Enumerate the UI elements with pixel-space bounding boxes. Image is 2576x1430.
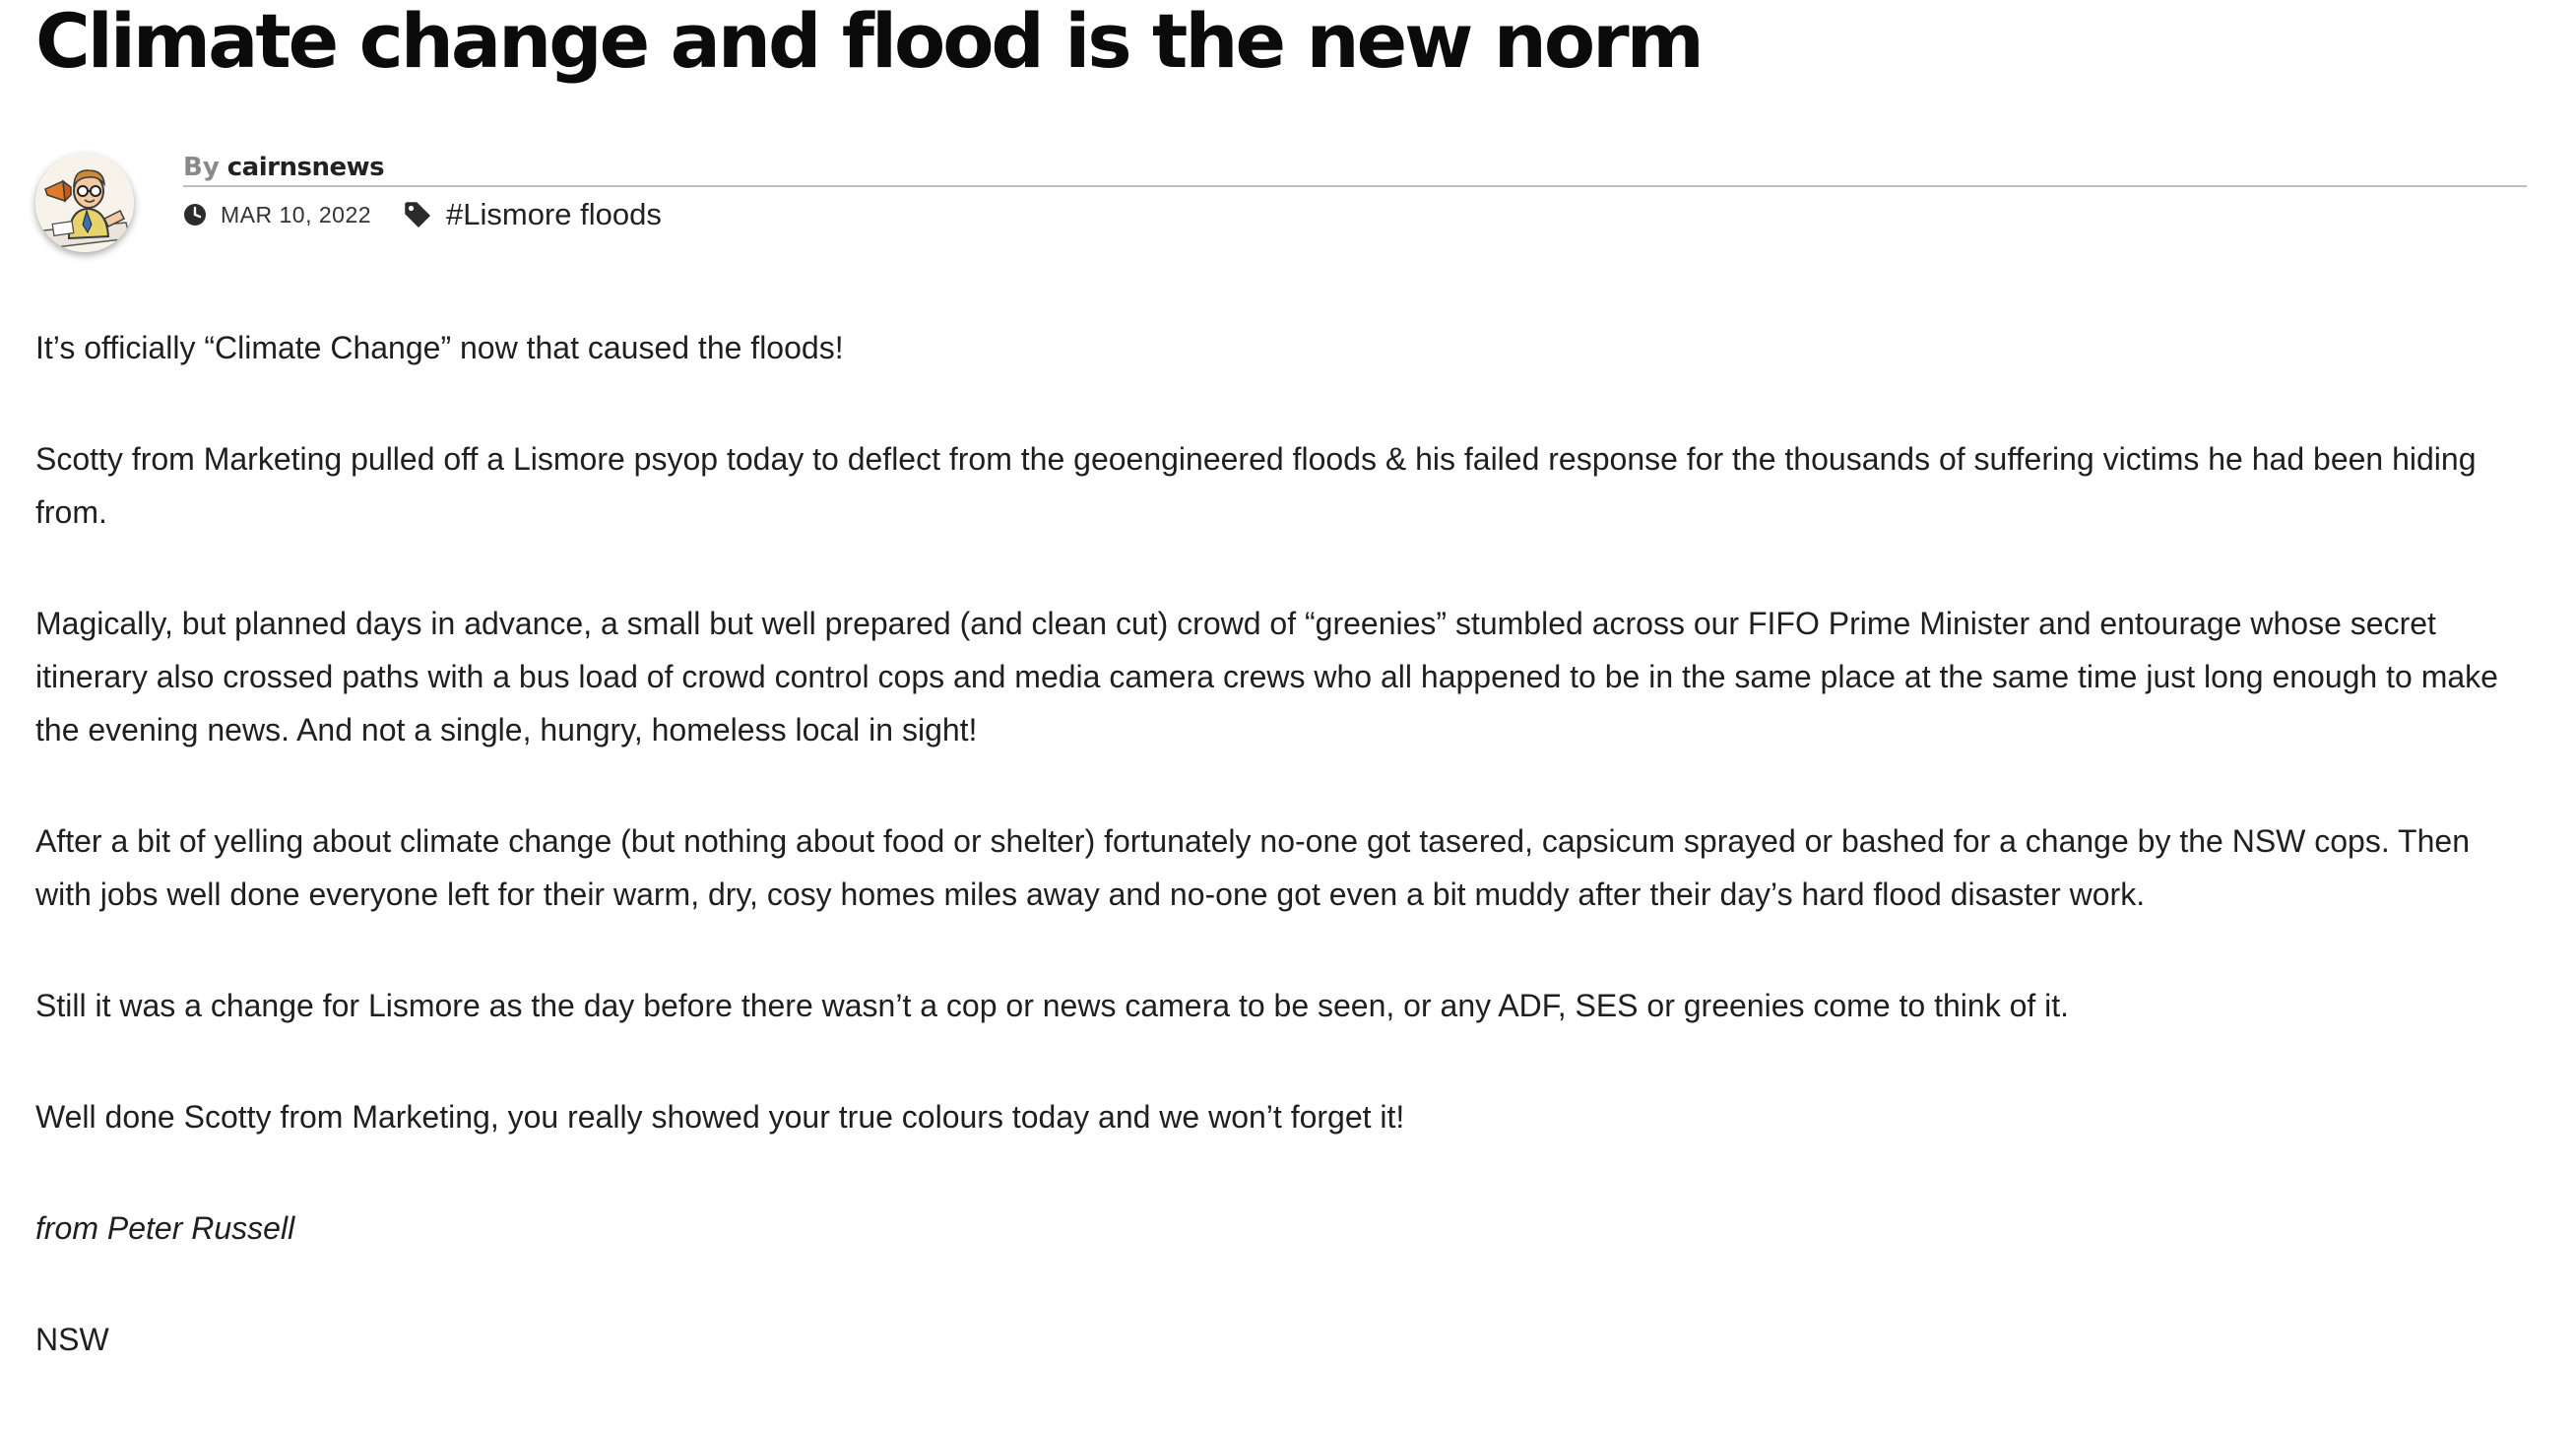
paragraph: Well done Scotty from Marketing, you really showed your true colours today and we won’t forget it! (35, 1099, 1405, 1135)
byline (35, 150, 2527, 258)
author-line (183, 150, 2527, 187)
clock-icon (183, 203, 207, 227)
post-date: MAR 10, 2022 (221, 201, 372, 228)
byline-meta (183, 150, 2527, 242)
cartoon-reporter-avatar-icon (35, 154, 134, 252)
article-body (35, 321, 2527, 1366)
paragraph: It’s officially “Climate Change” now that caused the floods! (35, 330, 844, 365)
article (35, 0, 2527, 1424)
by-label: By (183, 153, 220, 182)
author-signature: from Peter Russell (35, 1210, 295, 1246)
paragraph: Magically, but planned days in advance, a small but well prepared (and clean cut) crowd of “greenies” stumbled across our FIFO Prime Minister and entourage whose secret itinerary also crossed paths with a bus load of crowd control cops and media camera crews who all happened to be in the same place at the same time just long enough to make the evening news. And not a single, hungry, homeless local in sight! (35, 606, 2498, 748)
paragraph: Scotty from Marketing pulled off a Lismore psyop today to deflect from the geoengineered floods & his failed response for the thousands of suffering victims he had been hiding from. (35, 441, 2477, 530)
tag-link-lismore-floods[interactable]: #Lismore floods (446, 197, 662, 231)
author-location: NSW (35, 1322, 109, 1357)
post-info (183, 187, 2527, 242)
article-title: Climate change and flood is the new norm (35, 0, 1702, 85)
tag-icon (403, 200, 432, 229)
author-avatar[interactable] (35, 154, 134, 252)
paragraph: After a bit of yelling about climate change (but nothing about food or shelter) fortunately no-one got tasered, capsicum sprayed or bashed for a change by the NSW cops. Then with jobs well done everyone left for their warm, dry, cosy homes miles away and no-one got even a bit muddy after their day’s hard flood disaster work. (35, 823, 2470, 912)
paragraph: Still it was a change for Lismore as the day before there wasn’t a cop or news camera to be seen, or any ADF, SES or greenies come to think of it. (35, 988, 2070, 1023)
author-link[interactable]: cairnsnews (226, 153, 385, 182)
